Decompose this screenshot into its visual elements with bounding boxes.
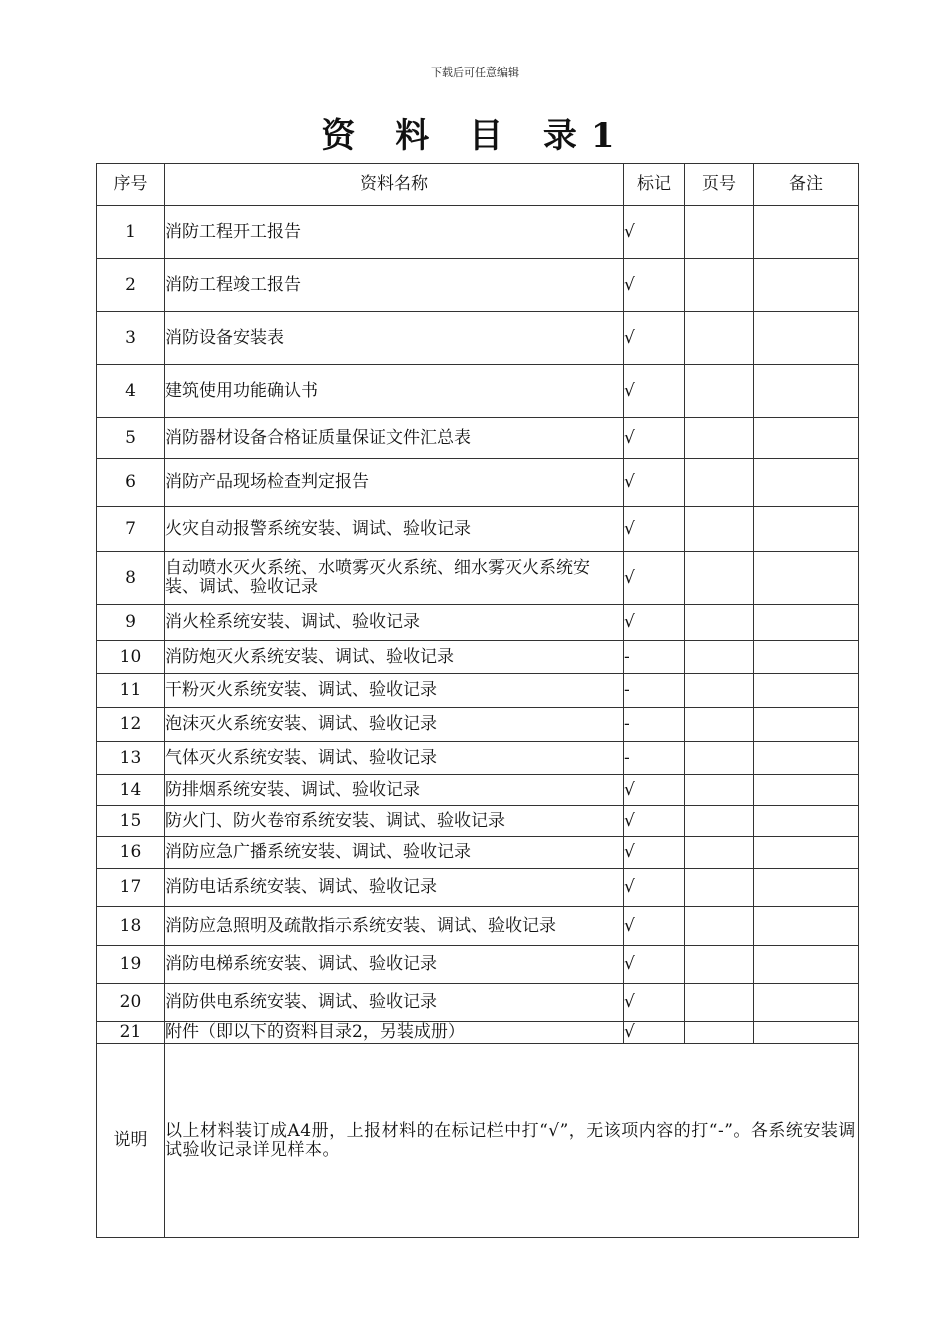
row-remark (754, 418, 859, 459)
row-page-number (685, 837, 754, 869)
row-number: 8 (97, 552, 165, 605)
row-document-name: 气体灭火系统安装、调试、验收记录 (165, 742, 624, 775)
row-number: 6 (97, 459, 165, 507)
table-row (97, 946, 859, 984)
table-row (97, 605, 859, 641)
row-number: 9 (97, 605, 165, 641)
row-remark (754, 946, 859, 984)
row-number: 2 (97, 259, 165, 312)
row-document-name: 消防应急广播系统安装、调试、验收记录 (165, 837, 624, 869)
row-number: 15 (97, 806, 165, 837)
row-page-number (685, 365, 754, 418)
row-remark (754, 742, 859, 775)
row-remark (754, 507, 859, 552)
row-document-name: 消防工程竣工报告 (165, 259, 624, 312)
row-page-number (685, 946, 754, 984)
row-page-number (685, 775, 754, 806)
row-mark: √ (624, 869, 685, 907)
table-row (97, 259, 859, 312)
row-page-number (685, 206, 754, 259)
row-remark (754, 674, 859, 708)
row-number: 20 (97, 984, 165, 1022)
table-row (97, 365, 859, 418)
row-mark: √ (624, 984, 685, 1022)
row-remark (754, 641, 859, 674)
row-page-number (685, 259, 754, 312)
table-row (97, 869, 859, 907)
column-header-no: 序号 (97, 164, 165, 206)
row-page-number (685, 552, 754, 605)
row-document-name: 火灾自动报警系统安装、调试、验收记录 (165, 507, 624, 552)
note-label: 说明 (97, 1044, 165, 1238)
row-mark: √ (624, 837, 685, 869)
row-page-number (685, 806, 754, 837)
table-row (97, 459, 859, 507)
table-row (97, 806, 859, 837)
table-row (97, 984, 859, 1022)
row-remark (754, 984, 859, 1022)
row-page-number (685, 708, 754, 742)
row-document-name: 附件（即以下的资料目录2，另装成册） (165, 1022, 624, 1044)
column-header-mark: 标记 (624, 164, 685, 206)
row-number: 14 (97, 775, 165, 806)
row-number: 18 (97, 907, 165, 946)
table-row (97, 907, 859, 946)
row-document-name: 消防设备安装表 (165, 312, 624, 365)
row-page-number (685, 869, 754, 907)
row-document-name: 消防工程开工报告 (165, 206, 624, 259)
row-mark: - (624, 742, 685, 775)
table-row (97, 641, 859, 674)
row-document-name: 建筑使用功能确认书 (165, 365, 624, 418)
column-header-name: 资料名称 (165, 164, 624, 206)
row-remark (754, 869, 859, 907)
table-row (97, 775, 859, 806)
row-remark (754, 837, 859, 869)
row-mark: - (624, 708, 685, 742)
row-mark: √ (624, 312, 685, 365)
row-remark (754, 806, 859, 837)
row-mark: √ (624, 418, 685, 459)
row-page-number (685, 507, 754, 552)
row-mark: √ (624, 365, 685, 418)
table-row (97, 837, 859, 869)
row-number: 13 (97, 742, 165, 775)
row-number: 17 (97, 869, 165, 907)
row-document-name: 自动喷水灭火系统、水喷雾灭火系统、细水雾灭火系统安装、调试、验收记录 (165, 552, 624, 605)
row-number: 5 (97, 418, 165, 459)
row-mark: √ (624, 806, 685, 837)
row-document-name: 消防电梯系统安装、调试、验收记录 (165, 946, 624, 984)
row-number: 3 (97, 312, 165, 365)
row-remark (754, 907, 859, 946)
row-document-name: 防火门、防火卷帘系统安装、调试、验收记录 (165, 806, 624, 837)
row-number: 11 (97, 674, 165, 708)
row-document-name: 消防电话系统安装、调试、验收记录 (165, 869, 624, 907)
table-row (97, 552, 859, 605)
row-mark: √ (624, 907, 685, 946)
row-remark (754, 365, 859, 418)
row-remark (754, 775, 859, 806)
row-remark (754, 605, 859, 641)
row-remark (754, 312, 859, 365)
column-header-page: 页号 (685, 164, 754, 206)
row-number: 21 (97, 1022, 165, 1044)
row-remark (754, 259, 859, 312)
page-header-note: 下载后可任意编辑 (431, 66, 519, 79)
table-row (97, 418, 859, 459)
row-page-number (685, 1022, 754, 1044)
row-number: 16 (97, 837, 165, 869)
note-text: 以上材料装订成A4册，上报材料的在标记栏中打“√”，无该项内容的打“-”。各系统安装调试验收记录详见样本。 (165, 1044, 859, 1238)
row-mark: √ (624, 605, 685, 641)
row-mark: - (624, 641, 685, 674)
table-row (97, 1022, 859, 1044)
row-page-number (685, 641, 754, 674)
row-document-name: 消防器材设备合格证质量保证文件汇总表 (165, 418, 624, 459)
row-number: 12 (97, 708, 165, 742)
row-number: 10 (97, 641, 165, 674)
row-mark: √ (624, 946, 685, 984)
row-number: 19 (97, 946, 165, 984)
row-mark: √ (624, 552, 685, 605)
row-mark: √ (624, 259, 685, 312)
row-mark: - (624, 674, 685, 708)
table-row (97, 708, 859, 742)
row-document-name: 防排烟系统安装、调试、验收记录 (165, 775, 624, 806)
row-page-number (685, 907, 754, 946)
row-mark: √ (624, 206, 685, 259)
row-remark (754, 552, 859, 605)
row-document-name: 消防应急照明及疏散指示系统安装、调试、验收记录 (165, 907, 624, 946)
row-mark: √ (624, 1022, 685, 1044)
row-page-number (685, 742, 754, 775)
row-page-number (685, 605, 754, 641)
row-page-number (685, 418, 754, 459)
row-remark (754, 1022, 859, 1044)
row-document-name: 消火栓系统安装、调试、验收记录 (165, 605, 624, 641)
row-number: 4 (97, 365, 165, 418)
note-row (97, 1044, 859, 1238)
row-remark (754, 459, 859, 507)
row-page-number (685, 984, 754, 1022)
row-number: 1 (97, 206, 165, 259)
row-document-name: 泡沫灭火系统安装、调试、验收记录 (165, 708, 624, 742)
row-document-name: 消防供电系统安装、调试、验收记录 (165, 984, 624, 1022)
table-row (97, 507, 859, 552)
row-mark: √ (624, 507, 685, 552)
row-page-number (685, 312, 754, 365)
catalog-table (96, 163, 859, 1238)
table-row (97, 206, 859, 259)
row-document-name: 干粉灭火系统安装、调试、验收记录 (165, 674, 624, 708)
row-mark: √ (624, 775, 685, 806)
document-title: 资 料 目 录1 (321, 116, 629, 156)
row-page-number (685, 459, 754, 507)
row-number: 7 (97, 507, 165, 552)
table-row (97, 674, 859, 708)
row-document-name: 消防产品现场检查判定报告 (165, 459, 624, 507)
table-row (97, 312, 859, 365)
table-row (97, 742, 859, 775)
row-document-name: 消防炮灭火系统安装、调试、验收记录 (165, 641, 624, 674)
row-remark (754, 708, 859, 742)
row-remark (754, 206, 859, 259)
column-header-remark: 备注 (754, 164, 859, 206)
table-header-row (97, 164, 859, 206)
row-mark: √ (624, 459, 685, 507)
row-page-number (685, 674, 754, 708)
table-body (97, 206, 859, 1044)
